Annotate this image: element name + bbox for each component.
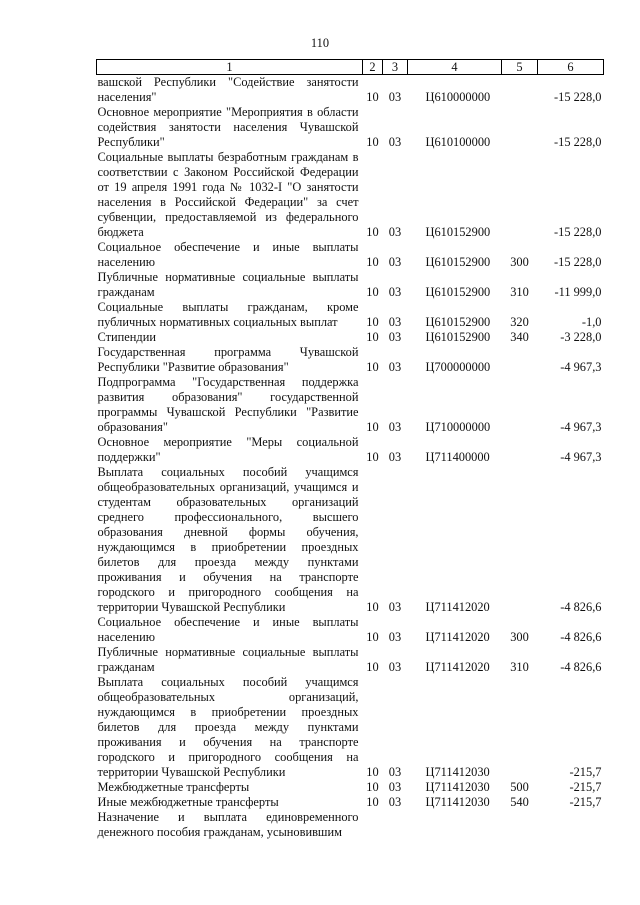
row-expense-type <box>502 810 538 840</box>
row-target-article: Ц610152900 <box>425 330 491 344</box>
row-target-article <box>408 810 502 840</box>
row-amount: -15 228,0 <box>554 135 602 149</box>
row-expense-type <box>502 435 538 465</box>
table-row <box>97 270 604 300</box>
row-expense-type <box>502 75 538 106</box>
row-expense-type <box>502 345 538 375</box>
row-amount: -4 826,6 <box>560 660 602 674</box>
row-expense-type <box>502 675 538 780</box>
table-row <box>97 300 604 330</box>
row-subsection: 03 <box>388 795 402 809</box>
row-name: Выплата социальных пособий учащимся общеобразовательных организаций, учащимся и студентам образовательных организаций среднего профессионального, высшего образования дневной формы обучения, нуждающимся в приобретении проездных билетов для проезда между пунктами проживания и обучения на транспорте городского и пригородного сообщения на территории Чувашской Республики <box>97 465 359 614</box>
row-section: 10 <box>366 630 379 644</box>
row-subsection: 03 <box>388 330 402 344</box>
table-row <box>97 150 604 240</box>
column-header: 5 <box>502 60 538 75</box>
row-expense-type <box>502 105 538 150</box>
row-subsection: 03 <box>388 660 402 674</box>
column-header: 2 <box>363 60 383 75</box>
table-row <box>97 330 604 345</box>
row-amount <box>538 810 604 840</box>
table-row <box>97 105 604 150</box>
row-name: Социальное обеспечение и иные выплаты населению <box>97 240 359 269</box>
row-target-article: Ц711400000 <box>425 450 490 464</box>
row-name: Основное мероприятие "Меры социальной поддержки" <box>97 435 359 464</box>
row-section: 10 <box>366 255 379 269</box>
row-amount: -4 967,3 <box>560 420 602 434</box>
row-expense-type: 540 <box>510 795 529 809</box>
row-target-article: Ц711412030 <box>425 765 490 779</box>
row-amount: -215,7 <box>569 765 602 779</box>
row-subsection: 03 <box>388 420 402 434</box>
row-name: Социальные выплаты гражданам, кроме публичных нормативных социальных выплат <box>97 300 359 329</box>
row-subsection: 03 <box>388 765 402 779</box>
row-section: 10 <box>366 90 379 104</box>
row-target-article: Ц610152900 <box>425 285 491 299</box>
row-amount: -3 228,0 <box>560 330 602 344</box>
row-amount: -4 967,3 <box>560 450 602 464</box>
row-section: 10 <box>366 135 379 149</box>
row-amount: -15 228,0 <box>554 255 602 269</box>
row-amount: -215,7 <box>569 780 602 794</box>
row-expense-type: 320 <box>510 315 529 329</box>
row-name: Государственная программа Чувашской Республики "Развитие образования" <box>97 345 359 374</box>
row-section: 10 <box>366 285 379 299</box>
row-section: 10 <box>366 660 379 674</box>
row-section: 10 <box>366 330 379 344</box>
table-body <box>97 75 604 841</box>
row-section: 10 <box>366 225 379 239</box>
row-expense-type: 340 <box>510 330 529 344</box>
row-subsection: 03 <box>388 225 402 239</box>
row-name: Выплата социальных пособий учащимся общеобразовательных организаций, нуждающимся в приобретении проездных билетов для проезда между пунктами проживания и обучения на транспорте городского и пригородного сообщения на территории Чувашской Республики <box>97 675 359 779</box>
table-row <box>97 780 604 795</box>
row-target-article: Ц711412030 <box>425 795 490 809</box>
row-section: 10 <box>366 420 379 434</box>
table-row <box>97 615 604 645</box>
row-name: Межбюджетные трансферты <box>97 780 250 794</box>
row-expense-type: 500 <box>510 780 529 794</box>
table-header-row <box>97 60 604 75</box>
row-section: 10 <box>366 360 379 374</box>
row-amount: -15 228,0 <box>554 225 602 239</box>
row-target-article: Ц710000000 <box>425 420 491 434</box>
row-target-article: Ц610152900 <box>425 315 491 329</box>
row-target-article: Ц711412020 <box>425 660 490 674</box>
table-row <box>97 375 604 435</box>
table-row <box>97 435 604 465</box>
row-subsection: 03 <box>388 600 402 614</box>
row-name: Социальные выплаты безработным гражданам в соответствии с Законом Российской Федерации от 19 апреля 1991 года № 1032-I "О занятости населения в Российской Федерации" за счет субвенции, предоставляемой из федерального бюджета <box>97 150 359 239</box>
row-name: Стипендии <box>97 330 156 344</box>
row-target-article: Ц711412020 <box>425 630 490 644</box>
row-subsection: 03 <box>388 630 402 644</box>
row-section: 10 <box>366 795 379 809</box>
row-expense-type: 300 <box>510 255 529 269</box>
row-subsection: 03 <box>388 135 402 149</box>
table-row <box>97 465 604 615</box>
column-header: 1 <box>97 60 363 75</box>
row-name: Социальное обеспечение и иные выплаты населению <box>97 615 359 644</box>
row-name: Публичные нормативные социальные выплаты гражданам <box>97 645 359 674</box>
table-row <box>97 810 604 840</box>
row-name: Публичные нормативные социальные выплаты гражданам <box>97 270 359 299</box>
row-expense-type <box>502 150 538 240</box>
row-amount: -215,7 <box>569 795 602 809</box>
row-target-article: Ц610152900 <box>425 225 491 239</box>
row-name: вашской Республики "Содействие занятости населения" <box>97 75 359 104</box>
row-section: 10 <box>366 315 379 329</box>
row-amount: -1,0 <box>581 315 602 329</box>
row-subsection: 03 <box>388 90 402 104</box>
budget-table <box>96 59 604 840</box>
row-subsection: 03 <box>388 315 402 329</box>
row-target-article: Ц610152900 <box>425 255 491 269</box>
row-amount: -4 826,6 <box>560 630 602 644</box>
table-row <box>97 240 604 270</box>
row-section: 10 <box>366 600 379 614</box>
row-name: Основное мероприятие "Мероприятия в области содействия занятости населения Чувашской Республики" <box>97 105 359 149</box>
row-subsection: 03 <box>388 780 402 794</box>
row-amount: -11 999,0 <box>554 285 602 299</box>
row-subsection <box>383 810 408 840</box>
row-target-article: Ц700000000 <box>425 360 491 374</box>
table-row <box>97 345 604 375</box>
column-header: 4 <box>408 60 502 75</box>
row-section: 10 <box>366 450 379 464</box>
row-expense-type: 310 <box>510 660 529 674</box>
table-row <box>97 795 604 810</box>
row-expense-type: 300 <box>510 630 529 644</box>
row-amount: -4 967,3 <box>560 360 602 374</box>
row-name: Назначение и выплата единовременного денежного пособия гражданам, усыновившим <box>97 810 359 839</box>
table-row <box>97 675 604 780</box>
column-header: 6 <box>538 60 604 75</box>
row-subsection: 03 <box>388 360 402 374</box>
row-name: Иные межбюджетные трансферты <box>97 795 279 809</box>
row-target-article: Ц711412030 <box>425 780 490 794</box>
row-amount: -15 228,0 <box>554 90 602 104</box>
row-expense-type: 310 <box>510 285 529 299</box>
row-name: Подпрограмма "Государственная поддержка развития образования" государственной программы Чувашской Республики "Развитие образования" <box>97 375 359 434</box>
table-row <box>97 75 604 106</box>
page-number: 110 <box>310 36 330 50</box>
table-row <box>97 645 604 675</box>
row-target-article: Ц610000000 <box>425 90 491 104</box>
row-target-article: Ц711412020 <box>425 600 490 614</box>
row-section <box>363 810 383 840</box>
row-expense-type <box>502 465 538 615</box>
row-amount: -4 826,6 <box>560 600 602 614</box>
row-subsection: 03 <box>388 255 402 269</box>
row-subsection: 03 <box>388 450 402 464</box>
row-expense-type <box>502 375 538 435</box>
row-target-article: Ц610100000 <box>425 135 491 149</box>
row-section: 10 <box>366 780 379 794</box>
row-subsection: 03 <box>388 285 402 299</box>
row-section: 10 <box>366 765 379 779</box>
column-header: 3 <box>383 60 408 75</box>
